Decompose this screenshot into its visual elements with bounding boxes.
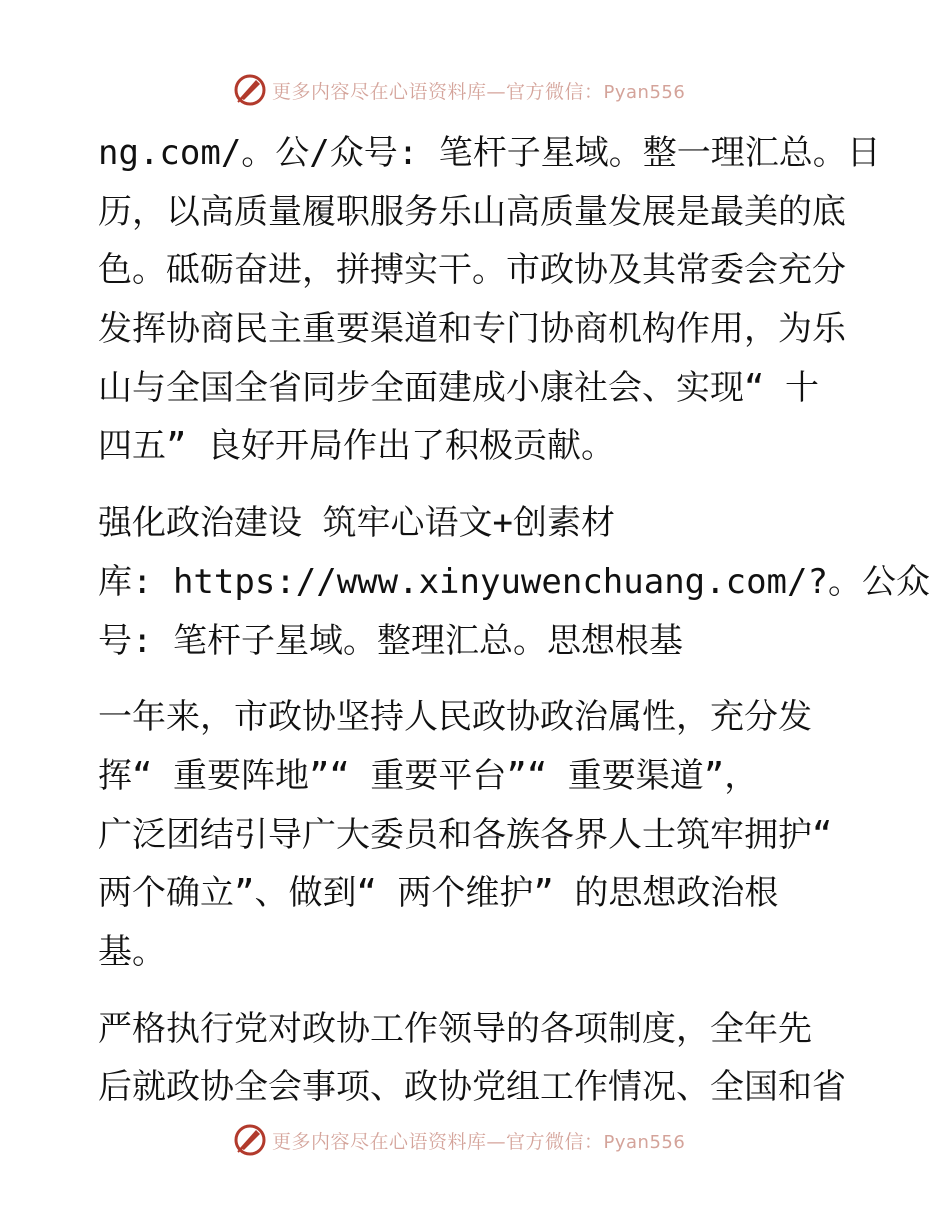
text-line: 库: https://www.xinyuwenchuang.com/?。公众 (98, 561, 930, 602)
quill-logo-icon (232, 72, 268, 108)
header-banner-id: Pyan556 (603, 82, 686, 103)
text-line: 山与全国全省同步全面建成小康社会、实现“ 十 (98, 367, 819, 408)
quill-logo-icon (232, 1122, 268, 1158)
footer-banner-id: Pyan556 (603, 1132, 686, 1153)
text-line: 严格执行党对政协工作领导的各项制度，全年先 (98, 1008, 812, 1049)
text-line: 广泛团结引导广大委员和各族各界人士筑牢拥护“ (98, 814, 833, 855)
text-line: 后就政协全会事项、政协党组工作情况、全国和省 (98, 1067, 846, 1108)
header-banner-text: 更多内容尽在心语资料库—官方微信：Pyan556 (272, 81, 686, 103)
footer-banner-text: 更多内容尽在心语资料库—官方微信：Pyan556 (272, 1131, 686, 1153)
footer-banner (0, 1120, 950, 1160)
text-line: 发挥协商民主重要渠道和专门协商机构作用，为乐 (98, 309, 846, 350)
text-line: 一年来，市政协坚持人民政协政治属性，充分发 (98, 697, 812, 738)
paragraph-3 (98, 1000, 858, 1117)
text-line: 色。砥砺奋进，拼搏实干。市政协及其常委会充分 (98, 250, 846, 291)
text-line: 号: 笔杆子星域。整理汇总。思想根基 (98, 620, 683, 661)
text-line: 强化政治建设 筑牢心语文+创素材 (98, 503, 615, 544)
document-body (98, 124, 930, 1117)
text-line: ng.com/。公/众号: 笔杆子星域。整一理汇总。日 (98, 133, 881, 173)
text-line: 历，以高质量履职服务乐山高质量发展是最美的底 (98, 191, 846, 232)
text-line: 挥“ 重要阵地”“ 重要平台”“ 重要渠道”， (98, 755, 759, 796)
header-banner (0, 70, 950, 110)
text-line: 四五” 良好开局作出了积极贡献。 (98, 426, 615, 467)
paragraph-1 (98, 124, 881, 476)
text-line: 基。 (98, 931, 166, 972)
paragraph-2 (98, 688, 858, 981)
section-heading (98, 494, 930, 670)
text-line: 两个确立”、做到“ 两个维护” 的思想政治根 (98, 873, 779, 914)
